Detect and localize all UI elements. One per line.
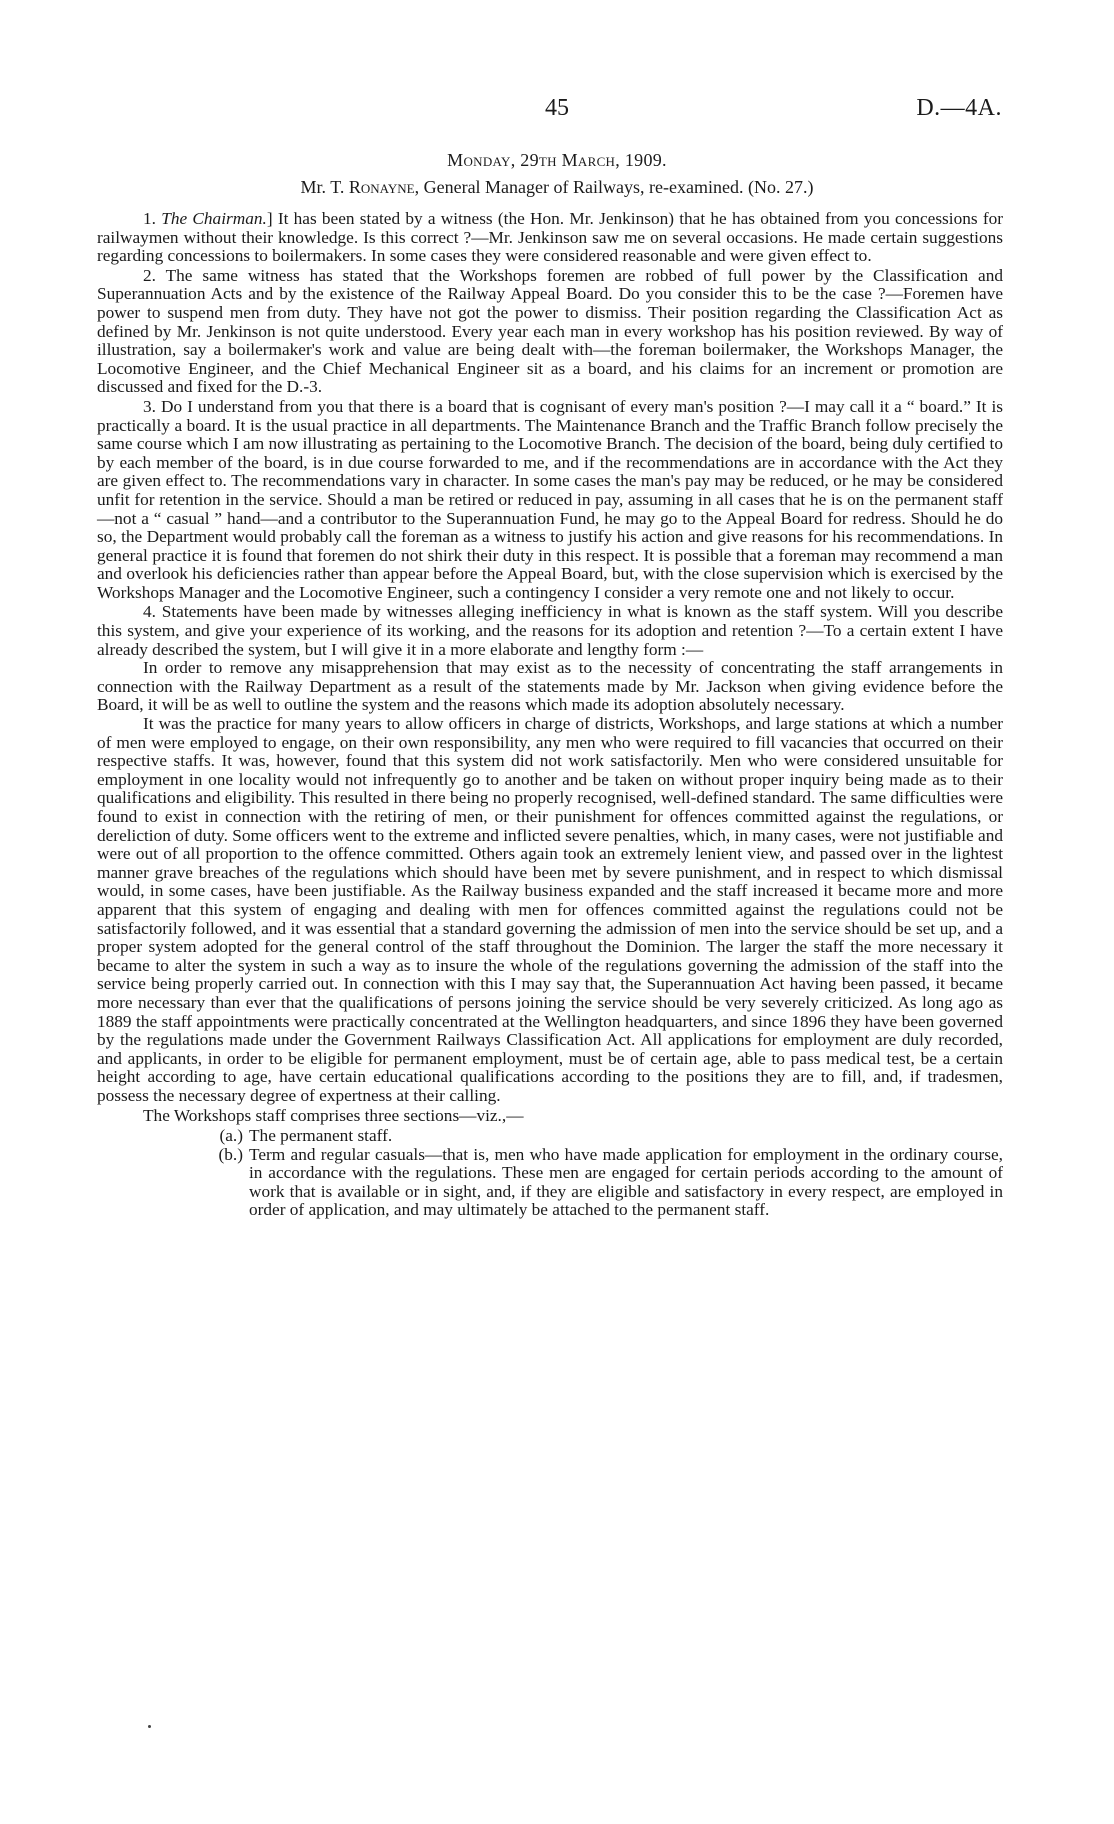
evidence-body xyxy=(97,209,1003,1220)
paragraph-text: ] It has been stated by a witness (the Hon. Mr. Jenkinson) that he has obtained from you concessions for railwaymen without their knowledge. Is this correct ?—Mr. Jenkinson saw me on several occasions. He made certain suggestions regarding concessions to boilermakers. In some cases they were considered reasonable and were given effect to. xyxy=(97,209,1003,266)
witness-heading xyxy=(0,177,1114,198)
paragraph-4: 4. Statements have been made by witnesses alleging inefficiency in what is known as the staff system. Will you describe this system, and give your experience of its working, and the reasons for its adoption and retention ?—To a certain extent I have already described the system, but I will give it in a more elaborate and lengthy form :— xyxy=(97,602,1003,659)
page-number: 45 xyxy=(545,95,569,121)
witness-surname: Ronayne xyxy=(348,177,415,197)
paragraph-2: 2. The same witness has stated that the Workshops foremen are robbed of full power by the Classification and Superannuation Acts and by the existence of the Railway Appeal Board. Do you consider this to be the case ?—Foremen have power to suspend men from duty. They have not got the power to dismiss. Their position regarding the Classification Act as defined by Mr. Jenkinson is not quite understood. Every year each man in every workshop has his position reviewed. By way of illustration, say a boilermaker's work and value are being dealt with—the foreman boilermaker, the Workshops Manager, the Locomotive Engineer, and the Chief Mechanical Engineer sit as a board, and his claims for an increment or promotion are discussed and fixed for the D.-3. xyxy=(97,265,1003,397)
list-marker: (b.) xyxy=(218,1144,243,1164)
witness-prefix: Mr. T. xyxy=(300,177,349,197)
paragraph-3: 3. Do I understand from you that there is a board that is cognisant of every man's position ?—I may call it a “ board.” It is practically a board. It is the usual practice in all departments. The Maintenance Branch and the Traffic Branch follow precisely the same course which I am now illustrating as pertaining to the Locomotive Branch. The decision of the board, being duly certified to by each member of the board, is in due course forwarded to me, and if the recommendations are in accordance with the Act they are given effect to. The recommendations vary in character. In some cases the man's pay may be reduced, or he may be considered unfit for retention in the service. Should a man be retired or reduced in pay, assuming in all cases that he is on the permanent staff—not a “ casual ” hand—and a contributor to the Superannuation Fund, he may go to the Appeal Board for redress. Should he do so, the Department would probably call the foreman as a witness to justify his action and give reasons for his recommendations. In general practice it is found that foremen do not shirk their duty in this respect. It is possible that a foreman may recommend a man and overlook his deficiencies rather than appear before the Appeal Board, but, with the close supervision which is exercised by the Workshops Manager and the Locomotive Engineer, such a contingency I consider a very remote one and not likely to occur. xyxy=(97,396,1003,602)
document-code: D.—4A. xyxy=(916,95,1002,121)
speaker-name: The Chairman. xyxy=(161,209,267,228)
paragraph-1 xyxy=(97,210,1003,266)
witness-suffix: , General Manager of Railways, re-examined. (No. 27.) xyxy=(414,177,814,197)
paragraph-6: It was the practice for many years to allow officers in charge of districts, Workshops, and large stations at which a number of men were employed to engage, on their own responsibility, any men who were required to fill vacancies that occurred on their respective staffs. It was, however, found that this system did not work satisfactorily. Men who were considered unsuitable for employment in one locality would not infrequently go to another and be taken on without proper inquiry being made as to their qualifications and eligibility. This resulted in there being no properly recognised, well-defined standard. The same difficulties were found to exist in connection with the retiring of men, or their punishment for offences committed against the regulations, or dereliction of duty. Some officers went to the extreme and inflicted severe penalties, which, in many cases, were not justifiable and were out of all proportion to the offence committed. Others again took an extremely lenient view, and passed over in the lightest manner grave breaches of the regulations which should have been met by severe punishment, and in respect to which dismissal would, in some cases, have been justifiable. As the Railway business expanded and the staff increased it became more and more apparent that this system of engaging and dealing with men for offences committed against the regulations could not be satisfactorily followed, and it was essential that a standard governing the admission of men into the service should be set up, and a proper system adopted for the general control of the staff throughout the Dominion. The larger the staff the more necessary it became to alter the system in such a way as to insure the whole of the regulations governing the admission of the staff into the service being properly carried out. In connection with this I may say that, the Superannuation Act having been passed, it became more necessary than ever that the qualifications of persons joining the service should be very severely criticized. As long ago as 1889 the staff appointments were practically concentrated at the Wellington headquarters, and since 1896 they have been governed by the regulations made under the Government Railways Classification Act. All applications for employment are duly recorded, and applicants, in order to be eligible for permanent employment, must be of certain age, able to pass medical test, be a certain height according to age, have certain educational qualifications according to the positions they are to fill, and, if tradesmen, possess the necessary degree of expertness at their calling. xyxy=(97,714,1003,1105)
paper-speck xyxy=(148,1725,151,1728)
session-date: Monday, 29th March, 1909. xyxy=(447,150,667,170)
list-item-b xyxy=(97,1146,1003,1220)
paragraph-number: 1. xyxy=(143,209,162,228)
list-text: The permanent staff. xyxy=(249,1126,393,1146)
paragraph-5: In order to remove any misapprehension that may exist as to the necessity of concentrating the staff arrangements in connection with the Railway Department as a result of the statements made by Mr. Jackson when giving evidence before the Board, it will be as well to outline the system and the reasons which made its adoption absolutely necessary. xyxy=(97,658,1003,715)
list-marker: (a.) xyxy=(219,1126,243,1146)
paragraph-7: The Workshops staff comprises three sections—viz.,— xyxy=(143,1105,524,1125)
list-item-a xyxy=(97,1127,1003,1146)
list-text: Term and regular casuals—that is, men who have made application for employment in the ordinary course, in accordance with the regulations. These men are engaged for certain periods according to the amount of work that is available or in sight, and, if they are eligible and satisfactory in every respect, are employed in order of application, and may ultimately be attached to the permanent staff. xyxy=(249,1144,1003,1220)
